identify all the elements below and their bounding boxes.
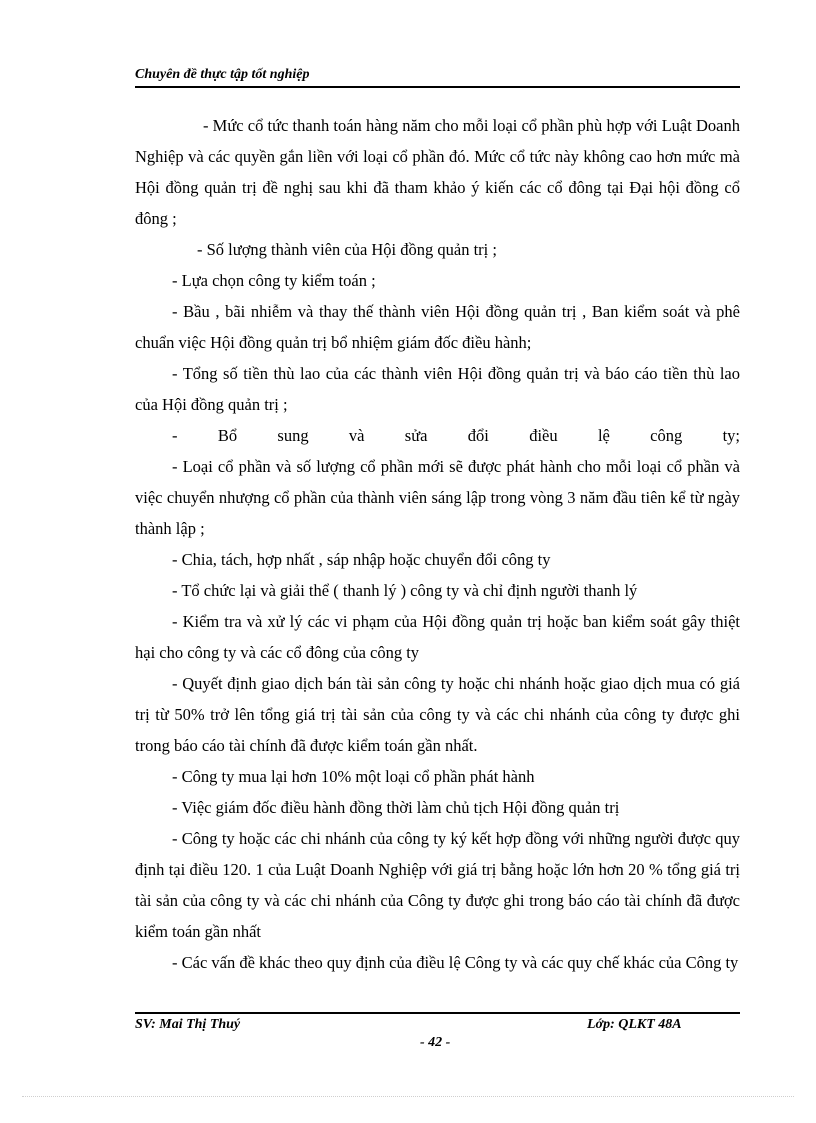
paragraph-related-contracts: - Công ty hoặc các chi nhánh của công ty ký kết hợp đồng với những người được quy định tại điều 120. 1 của Luật Doanh Nghiệp với giá trị bằng hoặc lớn hơn 20 % tổng giá trị tài sản của công ty và các chi nhánh của Công ty được ghi trong báo cáo tài chính đã được kiểm toán gần nhất	[135, 829, 740, 941]
paragraph-dividend-rate: - Mức cổ tức thanh toán hàng năm cho mỗi loại cổ phần phù hợp với Luật Doanh Nghiệp và các quyền gắn liền với loại cổ phần đó. Mức cổ tức này không cao hơn mức mà Hội đồng quản trị đề nghị sau khi đã tham khảo ý kiến các cổ đông tại Đại hội đồng cổ đông ;	[135, 116, 740, 228]
paragraph-board-election: - Bầu , bãi nhiễm và thay thế thành viên Hội đồng quản trị , Ban kiểm soát và phê chuẩn việc Hội đồng quản trị bổ nhiệm giám đốc điều hành;	[135, 302, 740, 352]
footer-rule	[135, 1012, 740, 1014]
page-edge-dotted-line	[22, 1096, 794, 1097]
paragraph-charter-amendment: - Bổ sung và sửa đổi điều lệ công ty;	[172, 426, 740, 445]
paragraph-share-buyback: - Công ty mua lại hơn 10% một loại cổ phần phát hành	[172, 767, 535, 786]
body-text	[135, 110, 740, 978]
paragraph-share-issuance: - Loại cổ phần và số lượng cổ phần mới sẽ được phát hành cho mỗi loại cổ phần và việc chuyển nhượng cổ phần của thành viên sáng lập trong vòng 3 năm đầu tiên kể từ ngày thành lập ;	[135, 457, 740, 538]
paragraph-asset-sale: - Quyết định giao dịch bán tài sản công ty hoặc chi nhánh hoặc giao dịch mua có giá trị từ 50% trở lên tổng giá trị tài sản của công ty và các chi nhánh của công ty được ghi trong báo cáo tài chính đã được kiểm toán gần nhất.	[135, 674, 740, 755]
paragraph-board-remuneration: - Tổng số tiền thù lao của các thành viên Hội đồng quản trị và báo cáo tiền thù lao của Hội đồng quản trị ;	[135, 364, 740, 414]
paragraph-ceo-chairman: - Việc giám đốc điều hành đồng thời làm chủ tịch Hội đồng quản trị	[172, 798, 620, 817]
paragraph-dissolution: - Tổ chức lại và giải thể ( thanh lý ) công ty và chỉ định người thanh lý	[172, 581, 638, 600]
class-label: Lớp: QLKT 48A	[587, 1017, 682, 1032]
student-name: SV: Mai Thị Thuý	[135, 1017, 241, 1032]
running-header: Chuyên đề thực tập tốt nghiệp	[135, 67, 310, 82]
paragraph-other-matters: - Các vấn đề khác theo quy định của điều lệ Công ty và các quy chế khác của Công ty	[172, 953, 739, 972]
paragraph-auditor-selection: - Lựa chọn công ty kiểm toán ;	[172, 271, 376, 290]
page-number: - 42 -	[420, 1035, 451, 1050]
paragraph-board-size: - Số lượng thành viên của Hội đồng quản trị ;	[197, 240, 497, 259]
paragraph-violation-review: - Kiểm tra và xử lý các vi phạm của Hội đồng quản trị hoặc ban kiểm soát gây thiệt hại cho công ty và các cổ đông của công ty	[135, 612, 740, 662]
paragraph-restructuring: - Chia, tách, hợp nhất , sáp nhập hoặc chuyển đổi công ty	[172, 550, 551, 569]
header-rule	[135, 86, 740, 88]
